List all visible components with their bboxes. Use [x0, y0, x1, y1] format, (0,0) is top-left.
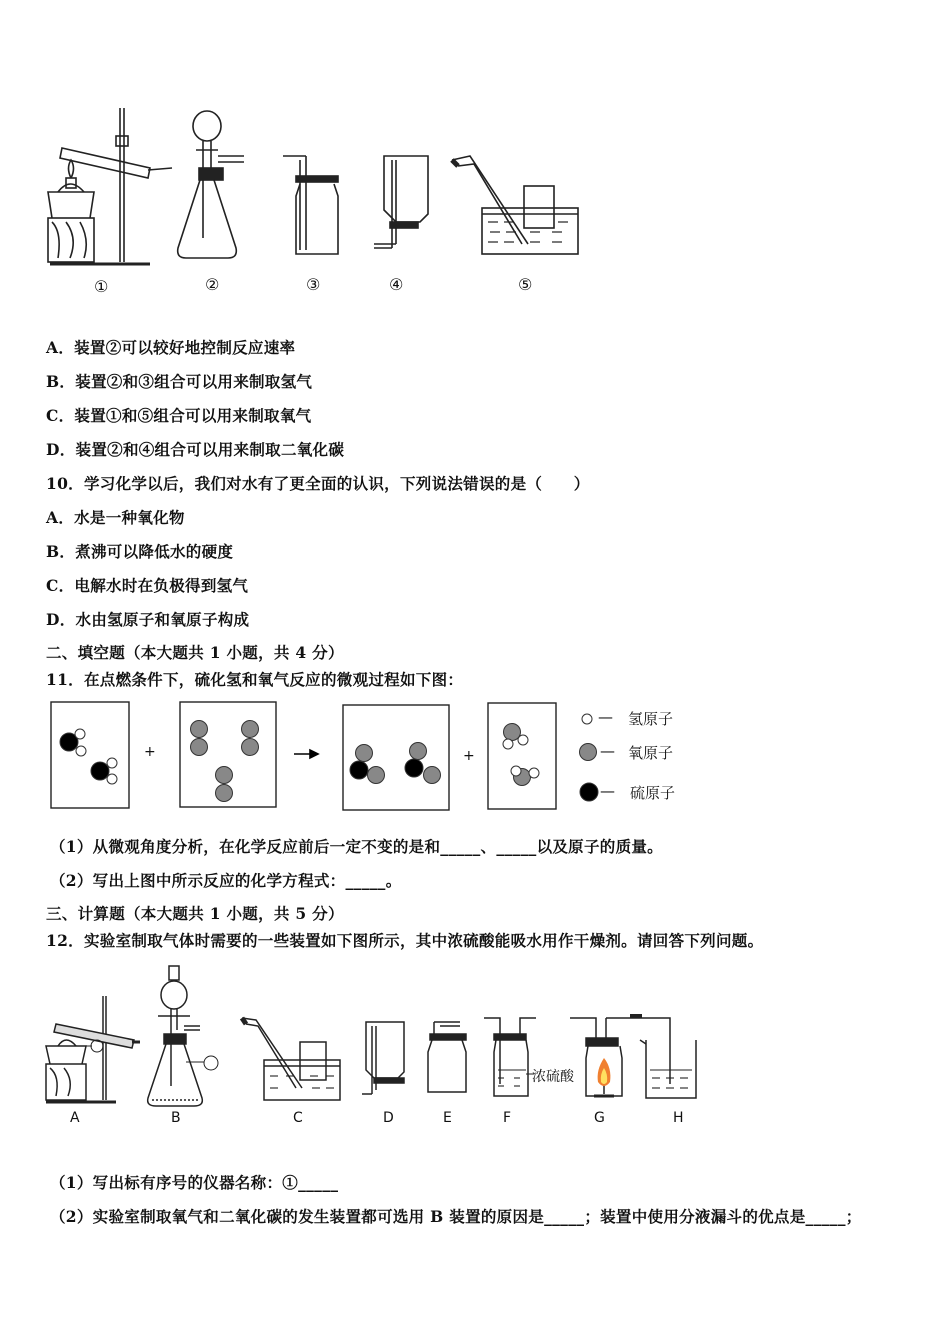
apparatus-label-2: ② — [205, 275, 220, 294]
q9-option-c: C．装置①和⑤组合可以用来制取氧气 — [46, 406, 312, 425]
device-label-b: B — [171, 1110, 181, 1126]
section-3-title: 三、计算题（本大题共 1 小题，共 5 分） — [46, 904, 344, 923]
plus-sign-1: + — [144, 744, 156, 760]
legend-dash-oxygen: — — [600, 742, 615, 760]
apparatus-label-1: ① — [94, 277, 109, 296]
q10-option-d: D．水由氢原子和氧原子构成 — [46, 610, 250, 629]
apparatus-label-3: ③ — [306, 275, 321, 294]
legend-sulfur: 硫原子 — [630, 784, 676, 802]
legend-hydrogen: 氢原子 — [628, 710, 674, 728]
q12-sub1: （1）写出标有序号的仪器名称：①_____ — [50, 1173, 339, 1192]
q11-sub2: （2）写出上图中所示反应的化学方程式：_____。 — [50, 871, 402, 890]
legend-dash-sulfur: — — [600, 782, 615, 800]
q10-option-a: A．水是一种氧化物 — [46, 508, 185, 527]
legend-oxygen: 氧原子 — [628, 744, 674, 762]
q10-option-c: C．电解水时在负极得到氢气 — [46, 576, 249, 595]
acid-label: 浓硫酸 — [532, 1069, 574, 1085]
q10-stem: 10．学习化学以后，我们对水有了更全面的认识，下列说法错误的是（ ） — [46, 474, 590, 493]
apparatus-label-4: ④ — [389, 275, 404, 294]
device-label-e: E — [443, 1110, 452, 1126]
q9-option-a: A．装置②可以较好地控制反应速率 — [46, 338, 296, 357]
device-label-d: D — [383, 1110, 394, 1126]
device-label-g: G — [594, 1110, 605, 1126]
q9-option-b: B．装置②和③组合可以用来制取氢气 — [46, 372, 313, 391]
device-label-f: F — [503, 1110, 512, 1126]
device-label-c: C — [293, 1110, 303, 1126]
q11-sub1: （1）从微观角度分析，在化学反应前后一定不变的是和_____、_____以及原子的质量。 — [50, 837, 663, 856]
plus-sign-2: + — [463, 748, 475, 764]
legend-dash-hydrogen: — — [598, 708, 613, 726]
section-2-title: 二、填空题（本大题共 1 小题，共 4 分） — [46, 643, 344, 662]
device-label-a: A — [70, 1110, 80, 1126]
device-label-h: H — [673, 1110, 684, 1126]
q12-sub2: （2）实验室制取氧气和二氧化碳的发生装置都可选用 B 装置的原因是_____；装置中使用分液漏斗的优点是_____； — [50, 1207, 862, 1226]
q9-option-d: D．装置②和④组合可以用来制取二氧化碳 — [46, 440, 345, 459]
q10-option-b: B．煮沸可以降低水的硬度 — [46, 542, 234, 561]
q12-stem: 12．实验室制取气体时需要的一些装置如下图所示，其中浓硫酸能吸水用作干燥剂。请回答下列问题。 — [46, 931, 764, 950]
apparatus-label-5: ⑤ — [518, 275, 533, 294]
q11-stem: 11．在点燃条件下，硫化氢和氧气反应的微观过程如下图： — [46, 670, 464, 689]
